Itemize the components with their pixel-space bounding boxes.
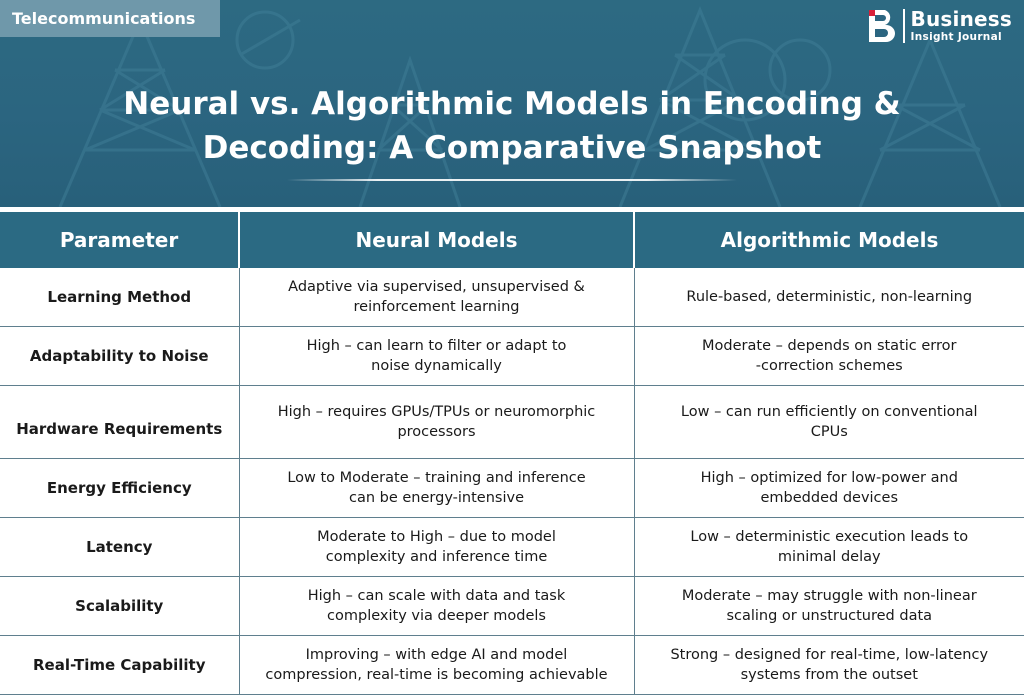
neural-cell: [239, 518, 634, 577]
parameter-cell: Real-Time Capability: [0, 636, 239, 695]
parameter-cell: Latency: [0, 518, 239, 577]
column-header-neural: Neural Models: [239, 212, 634, 268]
neural-cell: [239, 327, 634, 386]
parameter-cell: Scalability: [0, 577, 239, 636]
brand-logo-group: [867, 6, 1012, 46]
cell-line: compression, real-time is becoming achievable: [265, 667, 608, 683]
column-header-parameter: Parameter: [0, 212, 239, 268]
table-header: [0, 212, 1024, 268]
algorithmic-cell: [634, 577, 1024, 636]
title-line-1: Neural vs. Algorithmic Models in Encoding &: [123, 86, 901, 122]
brand-text: [911, 9, 1012, 43]
cell-line: processors: [397, 424, 476, 440]
b-monogram-icon: [867, 8, 897, 44]
category-tag: Telecommunications: [0, 0, 220, 37]
header-banner: [0, 0, 1024, 207]
header-row: [0, 212, 1024, 268]
cell-line: systems from the outset: [740, 667, 918, 683]
cell-line: Moderate – may struggle with non-linear: [681, 588, 977, 604]
cell-line: High – can scale with data and task: [307, 588, 566, 604]
cell-line: reinforcement learning: [353, 299, 520, 315]
brand-name: Business: [910, 7, 1012, 32]
cell-line: High – optimized for low-power and: [700, 470, 958, 486]
algorithmic-cell: [634, 459, 1024, 518]
neural-cell: [239, 577, 634, 636]
comparison-table: [0, 212, 1024, 695]
parameter-cell: Hardware Requirements: [0, 386, 239, 459]
algorithmic-cell: [634, 386, 1024, 459]
title-underline: [287, 179, 737, 181]
cell-line: Adaptive via supervised, unsupervised &: [288, 279, 585, 295]
neural-cell: [239, 636, 634, 695]
column-header-algorithmic: Algorithmic Models: [634, 212, 1024, 268]
table-row: [0, 577, 1024, 636]
cell-line: High – requires GPUs/TPUs or neuromorphic: [277, 404, 596, 420]
table-row: [0, 386, 1024, 459]
brand-divider: [903, 9, 905, 43]
cell-line: can be energy-intensive: [349, 490, 524, 506]
cell-line: embedded devices: [760, 490, 898, 506]
neural-cell: [239, 268, 634, 327]
cell-line: High – can learn to filter or adapt to: [306, 338, 567, 354]
table-row: [0, 518, 1024, 577]
cell-line: Low – can run efficiently on conventional: [680, 404, 978, 420]
cell-line: Improving – with edge AI and model: [305, 647, 568, 663]
cell-line: minimal delay: [777, 549, 881, 565]
table-row: [0, 268, 1024, 327]
cell-line: Moderate to High – due to model: [317, 529, 556, 545]
algorithmic-cell: [634, 268, 1024, 327]
table-row: [0, 459, 1024, 518]
neural-cell: [239, 459, 634, 518]
neural-cell: [239, 386, 634, 459]
page-title: [40, 82, 984, 170]
parameter-cell: Energy Efficiency: [0, 459, 239, 518]
title-line-2: Decoding: A Comparative Snapshot: [202, 130, 822, 166]
algorithmic-cell: [634, 327, 1024, 386]
cell-line: CPUs: [810, 424, 848, 440]
parameter-cell: Adaptability to Noise: [0, 327, 239, 386]
table-body: [0, 268, 1024, 695]
parameter-cell: Learning Method: [0, 268, 239, 327]
cell-line: noise dynamically: [371, 358, 502, 374]
cell-line: Strong – designed for real-time, low-latency: [670, 647, 989, 663]
cell-line: Rule-based, deterministic, non-learning: [686, 289, 973, 305]
cell-line: scaling or unstructured data: [726, 608, 933, 624]
algorithmic-cell: [634, 636, 1024, 695]
cell-line: Moderate – depends on static error: [702, 338, 957, 354]
table-row: [0, 327, 1024, 386]
cell-line: -correction schemes: [755, 358, 903, 374]
cell-line: Low – deterministic execution leads to: [690, 529, 969, 545]
algorithmic-cell: [634, 518, 1024, 577]
cell-line: complexity and inference time: [325, 549, 548, 565]
cell-line: complexity via deeper models: [327, 608, 546, 624]
brand-subtitle: Insight Journal: [910, 31, 1002, 44]
table-row: [0, 636, 1024, 695]
cell-line: Low to Moderate – training and inference: [287, 470, 586, 486]
